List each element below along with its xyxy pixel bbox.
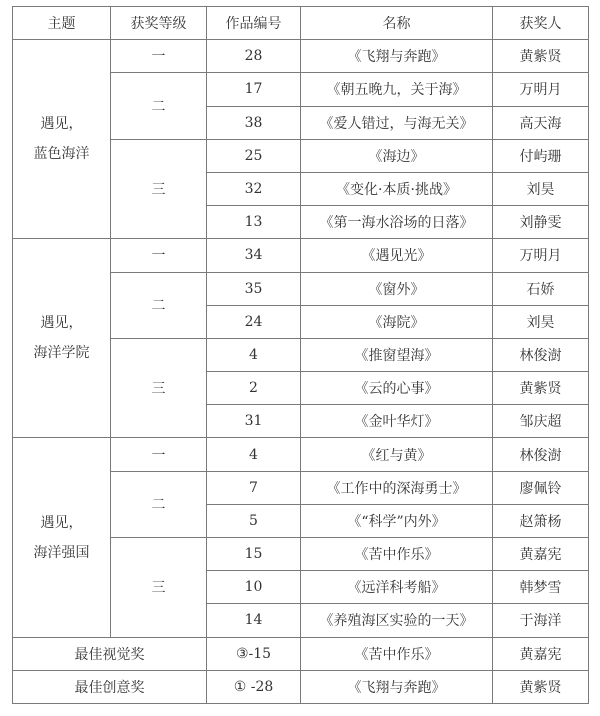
level-cell: 一 — [111, 438, 207, 471]
number-cell: 14 — [207, 604, 301, 637]
name-cell: 《遇见光》 — [301, 239, 493, 272]
header-winner: 获奖人 — [493, 7, 589, 40]
winner-cell: 廖佩铃 — [493, 471, 589, 504]
name-cell: 《爱人错过，与海无关》 — [301, 106, 493, 139]
name-cell: 《养殖海区实验的一天》 — [301, 604, 493, 637]
winner-cell: 黄紫贤 — [493, 40, 589, 73]
level-cell: 三 — [111, 338, 207, 438]
number-cell: ③-15 — [207, 637, 301, 670]
theme-cell — [13, 438, 111, 637]
name-cell: 《云的心事》 — [301, 372, 493, 405]
winner-cell: 林俊澍 — [493, 438, 589, 471]
winner-cell: 高天海 — [493, 106, 589, 139]
number-cell: 5 — [207, 504, 301, 537]
theme-line: 遇见， — [40, 315, 83, 332]
name-cell: 《“科学”内外》 — [301, 504, 493, 537]
name-cell: 《远洋科考船》 — [301, 571, 493, 604]
winner-cell: 林俊澍 — [493, 338, 589, 371]
winner-cell: 于海洋 — [493, 604, 589, 637]
number-cell: 4 — [207, 438, 301, 471]
winner-cell: 邹庆超 — [493, 405, 589, 438]
winner-cell: 万明月 — [493, 73, 589, 106]
winner-cell: 韩梦雪 — [493, 571, 589, 604]
level-cell: 一 — [111, 40, 207, 73]
name-cell: 《变化·本质·挑战》 — [301, 172, 493, 205]
name-cell: 《窗外》 — [301, 272, 493, 305]
number-cell: 24 — [207, 305, 301, 338]
name-cell: 《苦中作乐》 — [301, 637, 493, 670]
number-cell: 35 — [207, 272, 301, 305]
number-cell: 4 — [207, 338, 301, 371]
name-cell: 《金叶华灯》 — [301, 405, 493, 438]
header-number: 作品编号 — [207, 7, 301, 40]
number-cell: 10 — [207, 571, 301, 604]
table-row — [13, 438, 589, 471]
level-cell: 二 — [111, 272, 207, 338]
winner-cell: 付屿珊 — [493, 139, 589, 172]
name-cell: 《工作中的深海勇士》 — [301, 471, 493, 504]
table-row — [13, 239, 589, 272]
level-cell: 二 — [111, 73, 207, 139]
table-row — [13, 637, 589, 670]
special-award-cell: 最佳视觉奖 — [13, 637, 207, 670]
winner-cell: 万明月 — [493, 239, 589, 272]
name-cell: 《第一海水浴场的日落》 — [301, 206, 493, 239]
theme-line: 遇见， — [40, 116, 83, 133]
winner-cell: 赵箫杨 — [493, 504, 589, 537]
name-cell: 《飞翔与奔跑》 — [301, 670, 493, 703]
number-cell: 15 — [207, 538, 301, 571]
number-cell: ① -28 — [207, 670, 301, 703]
name-cell: 《海院》 — [301, 305, 493, 338]
number-cell: 28 — [207, 40, 301, 73]
name-cell: 《海边》 — [301, 139, 493, 172]
header-level: 获奖等级 — [111, 7, 207, 40]
winner-cell: 石娇 — [493, 272, 589, 305]
level-cell: 三 — [111, 538, 207, 638]
theme-line: 海洋学院 — [33, 345, 90, 362]
winner-cell: 刘昊 — [493, 305, 589, 338]
number-cell: 34 — [207, 239, 301, 272]
number-cell: 17 — [207, 73, 301, 106]
number-cell: 2 — [207, 372, 301, 405]
theme-line: 海洋强国 — [33, 544, 90, 561]
level-cell: 二 — [111, 471, 207, 537]
theme-line: 遇见， — [40, 514, 83, 531]
winner-cell: 刘昊 — [493, 172, 589, 205]
special-award-cell: 最佳创意奖 — [13, 670, 207, 703]
name-cell: 《苦中作乐》 — [301, 538, 493, 571]
theme-cell — [13, 40, 111, 239]
name-cell: 《朝五晚九，关于海》 — [301, 73, 493, 106]
winner-cell: 黄紫贤 — [493, 372, 589, 405]
header-theme: 主题 — [13, 7, 111, 40]
table-row — [13, 40, 589, 73]
winner-cell: 刘静雯 — [493, 206, 589, 239]
number-cell: 25 — [207, 139, 301, 172]
winner-cell: 黄紫贤 — [493, 670, 589, 703]
level-cell: 三 — [111, 139, 207, 239]
number-cell: 38 — [207, 106, 301, 139]
number-cell: 32 — [207, 172, 301, 205]
number-cell: 13 — [207, 206, 301, 239]
number-cell: 31 — [207, 405, 301, 438]
name-cell: 《飞翔与奔跑》 — [301, 40, 493, 73]
level-cell: 一 — [111, 239, 207, 272]
name-cell: 《推窗望海》 — [301, 338, 493, 371]
header-name: 名称 — [301, 7, 493, 40]
header-row — [13, 7, 589, 40]
table-row — [13, 670, 589, 703]
name-cell: 《红与黄》 — [301, 438, 493, 471]
theme-cell — [13, 239, 111, 438]
awards-table — [12, 6, 589, 704]
winner-cell: 黄嘉宪 — [493, 538, 589, 571]
theme-line: 蓝色海洋 — [33, 146, 90, 163]
number-cell: 7 — [207, 471, 301, 504]
winner-cell: 黄嘉宪 — [493, 637, 589, 670]
